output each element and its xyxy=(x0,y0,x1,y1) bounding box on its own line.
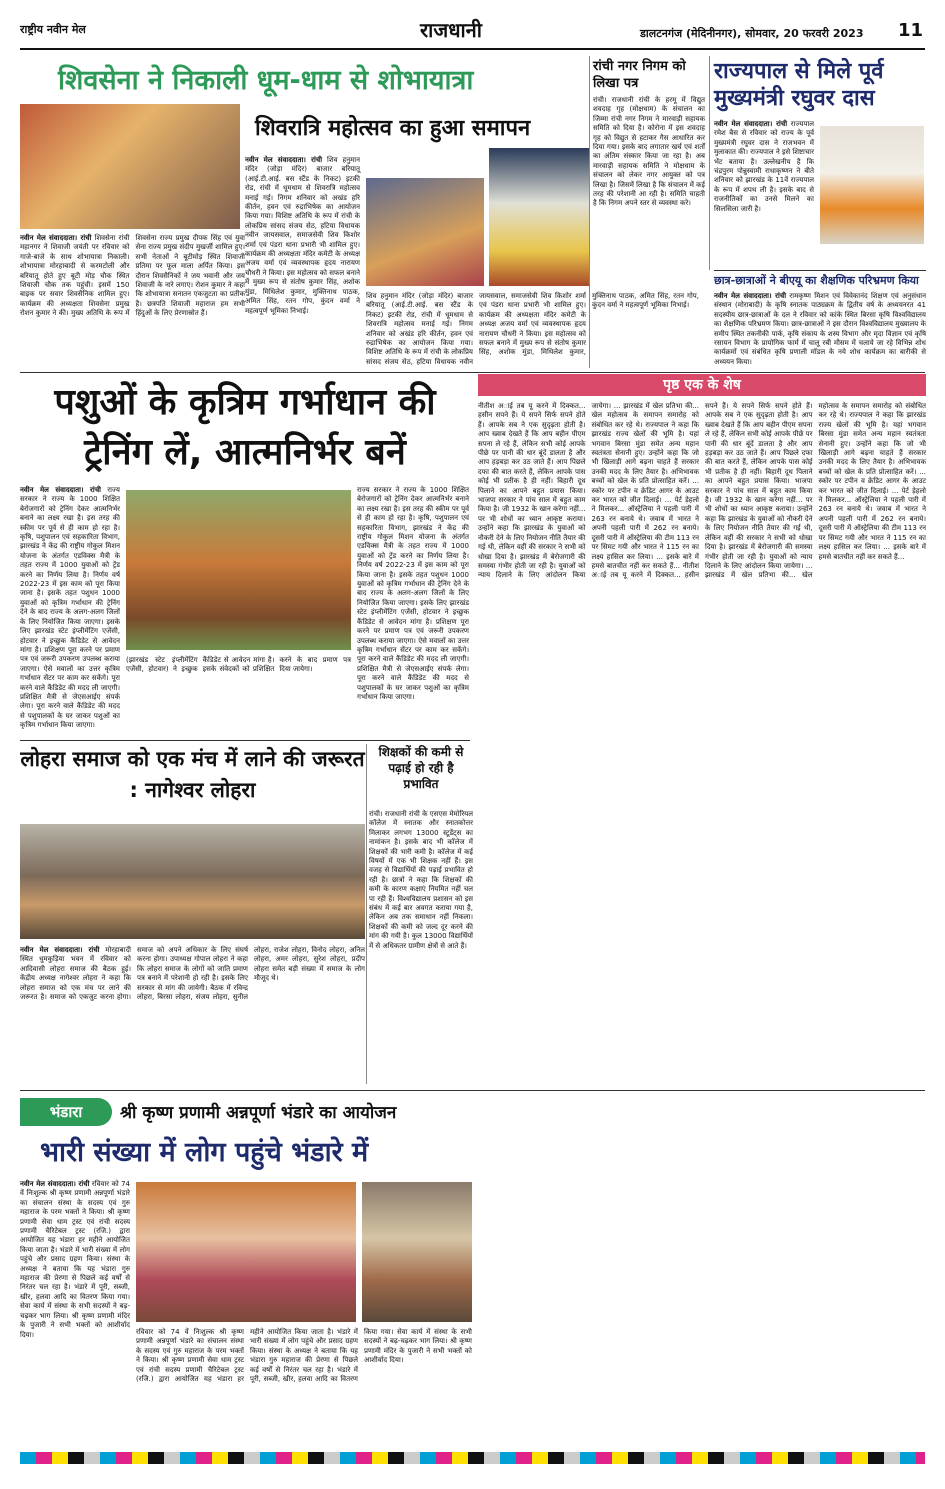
section-rule-3 xyxy=(20,1090,925,1091)
story-pashu xyxy=(20,378,470,738)
masthead xyxy=(0,0,945,50)
teachers-headline: शिक्षकों की कमी से पढ़ाई हो रही है प्रभावित xyxy=(378,745,464,791)
shivratri-headline: शिवरात्रि महोत्सव का हुआ समापन xyxy=(255,116,531,141)
governor-body: नवीन मेल संवाददाता। रांची राज्यपाल रमेश बैस से रविवार को राज्य के पूर्व मुख्यमंत्री रघुवर दास ने राजभवन में मुलाकात की। राज्यपाल ने इसे शिष्टाचार भेंट बताया है। उल्लेखनीय है कि चंद्रपुरम पोन्नुस्वामी राधाकृष्णन ने बीते शनिवार को झारखंड के 11वें राज्यपाल के रूप में शपथ ली है। इसके बाद से राजनीतिकों का उनसे मिलने का सिलसिला जारी है। xyxy=(714,120,814,213)
divider-v3 xyxy=(366,744,367,1084)
shivsena-body: नवीन मेल संवाददाता। रांची शिवसेना रांची महानगर ने शिवाजी जयंती पर रविवार को गाजे-बाजे के साथ शोभायात्रा निकाली। शोभायात्रा मोरहाबादी से करमटोली और बरियातू होते हुए बूटी मोड़ चौक स्थित शिवाजी चौक तक पहुंची। इसमें 150 बाइक पर सवार शिवसैनिक शामिल हुए। कार्यक्रम की अध्यक्षता शिवसेना प्रमुख रोशन कुमार ने की। मुख्य अतिथि के रूप में शिवसेना राज्य प्रमुख दीपक सिंह एवं युवा सेना राज्य प्रमुख संदीप मुखर्जी शामिल हुए। सभी नेताओं ने बूटीमोड़ स्थित शिवाजी प्रतिमा पर फूल माला अर्पित किया। इस दौरान शिवसैनिकों ने जय भवानी और जय शिवाजी के नारे लगाए। रोशन कुमार ने कहा कि शोभायात्रा सनातन एकजुटता का प्रतीक है। छत्रपति शिवाजी महाराज हम सभी हिंदुओं के लिए प्रेरणास्रोत हैं। xyxy=(20,234,245,318)
lohra-byline: नवीन मेल संवाददाता। रांची xyxy=(20,946,100,954)
story-bau xyxy=(714,270,926,370)
bhandara-photo-1 xyxy=(136,1182,356,1322)
bhandara-body: नवीन मेल संवाददाता। रांची रविवार को 74 वें निःशुल्क श्री कृष्ण प्रणामी अन्नपूर्णा भंडारे का संचालन संस्था के सदस्य एवं गुरु महाराज के परम भक्तों ने किया। श्री कृष्ण प्रणामी सेवा धाम ट्रस्ट एवं रांची सदस्य प्रणामी चैरिटेबल ट्रस्ट (रजि.) द्वारा आयोजित यह भंडारा हर महीने आयोजित किया जाता है। भंडारे में भारी संख्या में लोग पहुंचे और प्रसाद ग्रहण किया। संस्था के अध्यक्ष ने बताया कि यह भंडारा गुरु महाराज की प्रेरणा से पिछले कई वर्षों से निरंतर चल रहा है। भंडारे में पूरी, सब्जी, खीर, हलवा आदि का वितरण किया गया। सेवा कार्य में संस्था के सभी सदस्यों ने बढ़-चढ़कर भाग लिया। श्री कृष्ण प्रणामी मंदिर के पुजारी ने सभी भक्तों को आशीर्वाद दिया। xyxy=(20,1180,131,1339)
bhandara-tag: भंडारा xyxy=(20,1098,112,1126)
bau-body: नवीन मेल संवाददाता। रांची रामकृष्ण मिशन एवं विवेकानंद शिक्षण एवं अनुसंधान संस्थान (मोराबादी) के कृषि स्नातक पाठ्यक्रम के द्वितीय वर्ष के अध्ययनरत 41 सदस्यीय छात्र-छात्राओं के दल ने रविवार को कांके स्थित बिरसा कृषि विश्वविद्यालय का शैक्षणिक परिभ्रमण किया। छात्र-छात्राओं ने इस दौरान विश्वविद्यालय मुख्यालय के समीप स्थित तकनीकी पार्क, कृषि संकाय के शस्य विभाग और मृदा विज्ञान एवं कृषि रसायन विभाग के प्रायोगिक फार्म में चालू रबी मौसम में चलाये जा रहे विभिन्न शोध कार्यक्रमों एवं संबंधित कृषि प्रणाली मॉडल के नये शोध कार्यक्रम का बारीकी से अध्ययन किया। xyxy=(714,292,926,366)
shivsena-headline: शिवसेना ने निकाली धूम-धाम से शोभायात्रा xyxy=(58,65,474,96)
lohra-headline: लोहरा समाज को एक मंच में लाने की जरूरत : नागेश्वर लोहरा xyxy=(20,747,365,802)
lohra-body: नवीन मेल संवाददाता। रांची मोरहाबादी स्थित धुमकुड़िया भवन में रविवार को आदिवासी लोहरा समाज की बैठक हुई। केंद्रीय अध्यक्ष नागेश्वर लोहरा ने कहा कि लोहरा समाज को एक मंच पर लाने की जरूरत है। समाज को एकजुट करना होगा। समाज को अपने अधिकार के लिए संघर्ष करना होगा। उपाध्यक्ष गोपाल लोहरा ने कहा कि लोहरा समाज के लोगों को जाति प्रमाण पत्र बनाने में परेशानी हो रही है। इसके लिए सरकार से मांग की जायेगी। बैठक में रविन्द्र लोहरा, बिरसा लोहरा, संजय लोहरा, सुनील लोहरा, राजेश लोहरा, विनोद लोहरा, अनिल लोहरा, अमर लोहरा, सुरेश लोहरा, प्रदीप लोहरा समेत बड़ी संख्या में समाज के लोग मौजूद थे। xyxy=(20,946,365,1002)
pashu-body: नवीन मेल संवाददाता। रांची राज्य सरकार ने राज्य के 1000 शिक्षित बेरोजगारों को ट्रेनिंग देकर आत्मनिर्भर बनाने का लक्ष्य रखा है। इस तरह की स्कीम पर पूर्व से ही काम हो रहा है। कृषि, पशुपालन एवं सहकारिता विभाग, झारखंड ने केंद्र की राष्ट्रीय गोकुल मिशन योजना के अंतर्गत एडविक्स मैत्री के तहत राज्य में 1000 युवाओं को ट्रेंड करने का निर्णय लिया है। निर्णय वर्ष 2022-23 में इस काम को पूरा किया जाना है। इसके तहत पशुधन 1000 युवाओं को कृत्रिम गर्भाधान की ट्रेनिंग देने के बाद राज्य के अलग-अलग जिलों के लिए नियोजित किया जाएगा। इसके लिए झारखंड स्टेट इंप्लीमेंटिंग एजेंसी, होटवार ने इच्छुक कैंडिडेट से आवेदन मांगा है। प्रशिक्षण पूरा करने पर प्रमाण पत्र एवं जरूरी उपकरण उपलब्ध कराया जाएगा। ऐसे मवालों का उत्तर कृत्रिम गर्भाधान सेंटर पर काम कर सकेंगे। पूरा करने वाले कैंडिडेट की मदद ली जाएगी। प्रशिक्षित मैत्री से जेएसआईए संपर्क लेगा। पूरा करने वाले कैंडिडेट की मदद से पशुपालकों के घर जाकर पशुओं का कृत्रिम गर्भाधान किया जाएगा। xyxy=(20,486,120,730)
nagar-nigam-body: रांची। राजधानी रांची के हरमू में विद्युत शवदाह गृह (मोक्षधाम) के संचालन का जिम्मा रांची नगर निगम ने मारवाड़ी सहायक समिति को दिया है। कोरोना में इस शवदाह गृह को विद्युत से हटाकर गैस आधारित कर दिया गया। इसके बाद लगातार खर्च एवं शर्तों का अंतिम संस्कार किया जा रहा है। अब मारवाड़ी सहायक समिति ने मोक्षधाम के संचालन को लेकर नगर आयुक्त को पत्र लिखा है। जिसमें लिखा है कि संचालन में कई तरह की परेशानी आ रही है। समिति चाहती है कि निगम अपने स्तर से व्यवस्था करे। xyxy=(593,96,705,208)
bhandara-body-cont: रविवार को 74 वें निःशुल्क श्री कृष्ण प्रणामी अन्नपूर्णा भंडारे का संचालन संस्था के सदस्य एवं गुरु महाराज के परम भक्तों ने किया। श्री कृष्ण प्रणामी सेवा धाम ट्रस्ट एवं रांची सदस्य प्रणामी चैरिटेबल ट्रस्ट (रजि.) द्वारा आयोजित यह भंडारा हर महीने आयोजित किया जाता है। भंडारे में भारी संख्या में लोग पहुंचे और प्रसाद ग्रहण किया। संस्था के अध्यक्ष ने बताया कि यह भंडारा गुरु महाराज की प्रेरणा से पिछले कई वर्षों से निरंतर चल रहा है। भंडारे में पूरी, सब्जी, खीर, हलवा आदि का वितरण किया गया। सेवा कार्य में संस्था के सभी सदस्यों ने बढ़-चढ़कर भाग लिया। श्री कृष्ण प्रणामी मंदिर के पुजारी ने सभी भक्तों को आशीर्वाद दिया। xyxy=(136,1328,472,1384)
teachers-body: रांची। राजधानी रांची के एसएस मेमोरियल कॉलेज में स्नातक और स्नातकोत्तर मिलाकर लगभग 13000 स्टूडेंट्स का नामांकन है। इसके बाद भी कॉलेज में शिक्षकों की भारी कमी है। कॉलेज में कई विषयों में एक भी शिक्षक नहीं हैं। इस वजह से विद्यार्थियों की पढ़ाई प्रभावित हो रही है। छात्रों ने कहा कि शिक्षकों की कमी के कारण कक्षाएं नियमित नहीं चल पा रही हैं। विश्वविद्यालय प्रशासन को इस संबंध में कई बार अवगत कराया गया है, लेकिन अब तक समाधान नहीं निकला। शिक्षकों की कमी को जल्द दूर करने की मांग की गयी है। कुल 13000 विद्यार्थियों में से अधिकतर ग्रामीण क्षेत्रों से आते हैं। xyxy=(369,810,473,950)
story-lohra xyxy=(20,744,365,1084)
governor-byline: नवीन मेल संवाददाता। रांची xyxy=(714,120,788,128)
section-title: राजधानी xyxy=(420,18,482,42)
divider-v2 xyxy=(709,56,710,270)
pashu-byline: नवीन मेल संवाददाता। रांची xyxy=(20,486,101,494)
bau-byline: नवीन मेल संवाददाता। रांची xyxy=(714,292,787,300)
bau-headline: छात्र-छात्राओं ने बीएयू का शैक्षणिक परिभ्रमण किया xyxy=(714,274,919,287)
registration-bar xyxy=(20,1452,925,1464)
section-rule-2 xyxy=(20,740,470,741)
shivratri-photo-2 xyxy=(489,148,589,286)
section-rule-1 xyxy=(20,372,925,373)
shivsena-photo xyxy=(20,104,240,229)
dateline: डालटनगंज (मेदिनीनगर), सोमवार, 20 फरवरी 2023 xyxy=(640,27,864,40)
story-bhandara xyxy=(20,1094,925,1444)
lohra-photo xyxy=(20,824,365,939)
nagar-nigam-headline: रांची नगर निगम को लिखा पत्र xyxy=(593,59,686,91)
page-number: 11 xyxy=(898,20,924,41)
pashu-cattle-photo xyxy=(126,490,351,650)
story-nagar-nigam xyxy=(593,58,705,368)
continued-body: नीतीश अाई तब यू करने में दिक्कत... हसीन सपने हैं। ये सपने सिर्फ सपने होते हैं। आपके सब ने एक सुदृढ़ता होती है। आप ख्वाब देखते हैं कि आप बहीन पीएम सपना ले रहे हैं, लेकिन सभी कोई आपके पीछे पर पानी की धार बूंदें डालता है और आप हड़बड़ा कर उठ जाते हैं। आप पिछले दफा की बात करते हैं, लेकिन आपके पास कोई भी प्रतीक है ही नहीं। बिहारी दूध पिलाने का आपने बहुत प्रयास किया। भाजपा सरकार ने पांच साल में बहुत काम किया है। जी 1932 के खान करेगा नहीं... पर भी शोधों का ध्यान आकृष्ट कराया। उन्होंने कहा कि झारखंड के युवाओं को नौकरी देने के लिए नियोजन नीति तैयार की गई थी, लेकिन वहीं की सरकार ने सभी को धोखा दिया है। झारखंड में बेरोजगारी की समस्या गंभीर होती जा रही है। युवाओं को न्याय दिलाने के लिए आंदोलन किया जायेगा। ... झारखंड में खेल प्रतिभा की... खेल महोत्सव के समापन समारोह को संबोधित कर रहे थे। राज्यपाल ने कहा कि झारखंड राज्य खेलों की भूमि है। यहां भगवान बिरसा मुंडा समेत अन्य महान स्वतंत्रता सेनानी हुए। उन्होंने कहा कि जो भी खिलाड़ी आगे बढ़ना चाहते हैं सरकार उनकी मदद के लिए तैयार है। अभिभावक बच्चों को खेल के प्रति प्रोत्साहित करें। ... स्कोर पर टपीन व क्रेडिट आगर के आउट कर भारत को जीत दिलाई। ... पेर्ट ड़ेहलो ने मिलकर... ऑस्ट्रेलिया ने पहली पारी में 263 रन बनाये थे। जवाब में भारत ने अपनी पहली पारी में 262 रन बनाये। दूसरी पारी में ऑस्ट्रेलिया की टीम 113 रन पर सिमट गयी और भारत ने 115 रन का लक्ष्य हासिल कर लिया। ... इसके बारे में हमसे बातचीत नहीं कर सकते हैं... नीतीश अाई तब यू करने में दिक्कत... हसीन सपने हैं। ये सपने सिर्फ सपने होते हैं। आपके सब ने एक सुदृढ़ता होती है। आप ख्वाब देखते हैं कि आप बहीन पीएम सपना ले रहे हैं, लेकिन सभी कोई आपके पीछे पर पानी की धार बूंदें डालता है और आप हड़बड़ा कर उठ जाते हैं। आप पिछले दफा की बात करते हैं, लेकिन आपके पास कोई भी प्रतीक है ही नहीं। बिहारी दूध पिलाने का आपने बहुत प्रयास किया। भाजपा सरकार ने पांच साल में बहुत काम किया है। जी 1932 के खान करेगा नहीं... पर भी शोधों का ध्यान आकृष्ट कराया। उन्होंने कहा कि झारखंड के युवाओं को नौकरी देने के लिए नियोजन नीति तैयार की गई थी, लेकिन वहीं की सरकार ने सभी को धोखा दिया है। झारखंड में बेरोजगारी की समस्या गंभीर होती जा रही है। युवाओं को न्याय दिलाने के लिए आंदोलन किया जायेगा। ... झारखंड में खेल प्रतिभा की... खेल महोत्सव के समापन समारोह को संबोधित कर रहे थे। राज्यपाल ने कहा कि झारखंड राज्य खेलों की भूमि है। यहां भगवान बिरसा मुंडा समेत अन्य महान स्वतंत्रता सेनानी हुए। उन्होंने कहा कि जो भी खिलाड़ी आगे बढ़ना चाहते हैं सरकार उनकी मदद के लिए तैयार है। अभिभावक बच्चों को खेल के प्रति प्रोत्साहित करें। ... स्कोर पर टपीन व क्रेडिट आगर के आउट कर भारत को जीत दिलाई। ... पेर्ट ड़ेहलो ने मिलकर... ऑस्ट्रेलिया ने पहली पारी में 263 रन बनाये थे। जवाब में भारत ने अपनी पहली पारी में 262 रन बनाये। दूसरी पारी में ऑस्ट्रेलिया की टीम 113 रन पर सिमट गयी और भारत ने 115 रन का लक्ष्य हासिल कर लिया। ... इसके बारे में हमसे बातचीत नहीं कर सकते हैं... xyxy=(478,402,926,580)
divider-v1 xyxy=(589,56,590,368)
bhandara-kicker: श्री कृष्ण प्रणामी अन्नपूर्णा भंडारे का आयोजन xyxy=(120,1103,397,1123)
bhandara-headline: भारी संख्या में लोग पहुंचे भंडारे में xyxy=(40,1137,369,1168)
brand-logo: राष्ट्रीय नवीन मेल xyxy=(20,23,86,36)
masthead-rule xyxy=(20,48,925,50)
continued-banner: पृष्ठ एक के शेष xyxy=(478,374,926,396)
governor-headline: राज्यपाल से मिले पूर्व मुख्यमंत्री रघुवर दास xyxy=(714,59,884,111)
bhandara-byline: नवीन मेल संवाददाता। रांची xyxy=(20,1180,90,1188)
pashu-caption: (झारखंड स्टेट इंप्लीमेंटिंग एजेंसी, होटवार) ने इच्छुक कैंडिडेट से आवेदन मांगा है। इसके संवेदकों को प्रशिक्षित करने के बाद प्रमाण पत्र दिया जायेगा। xyxy=(126,656,351,674)
front-continued xyxy=(474,374,926,1094)
shivratri-body-cont: शिव हनुमान मंदिर (जोड़ा मंदिर) बाजार बरियातू (आई.टी.आई. बस स्टैंड के निकट) इटकी रोड, रांची में धूमधाम से शिवरात्रि महोत्सव मनाई गई। निगम शनिवार को अखंड हरि कीर्तन, हवन एवं रुद्राभिषेक का आयोजन किया गया। विशिष्ट अतिथि के रूप में रांची के लोकप्रिय सांसद संजय सेठ, हटिया विधायक नवीन जायसवाल, समाजसेवी शिव किशोर शर्मा एवं पंडरा थाना प्रभारी भी शामिल हुए। कार्यक्रम की अध्यक्षता मंदिर कमेटी के अध्यक्ष अजय वर्मा एवं व्यवस्थापक हृदय नारायण चौधरी ने किया। इस महोत्सव को सफल बनाने में मुख्य रूप से संतोष कुमार सिंह, अशोक मुंडा, मिथिलेश कुमार, मुक्तिनाथ पाठक, अमित सिंह, रतन गोप, कुंदन वर्मा ने महत्वपूर्ण भूमिका निभाई। xyxy=(366,292,699,366)
pashu-headline: पशुओं के कृत्रिम गर्भाधान की ट्रेनिंग लें, आत्मनिर्भर बनें xyxy=(54,382,436,473)
shivratri-photo-1 xyxy=(366,178,484,286)
bhandara-photo-2 xyxy=(362,1182,472,1322)
story-governor xyxy=(714,58,926,268)
story-teachers xyxy=(369,744,473,1084)
pashu-body-cont: राज्य सरकार ने राज्य के 1000 शिक्षित बेरोजगारों को ट्रेनिंग देकर आत्मनिर्भर बनाने का लक्ष्य रखा है। इस तरह की स्कीम पर पूर्व से ही काम हो रहा है। कृषि, पशुपालन एवं सहकारिता विभाग, झारखंड ने केंद्र की राष्ट्रीय गोकुल मिशन योजना के अंतर्गत एडविक्स मैत्री के तहत राज्य में 1000 युवाओं को ट्रेंड करने का निर्णय लिया है। निर्णय वर्ष 2022-23 में इस काम को पूरा किया जाना है। इसके तहत पशुधन 1000 युवाओं को कृत्रिम गर्भाधान की ट्रेनिंग देने के बाद राज्य के अलग-अलग जिलों के लिए नियोजित किया जाएगा। इसके लिए झारखंड स्टेट इंप्लीमेंटिंग एजेंसी, होटवार ने इच्छुक कैंडिडेट से आवेदन मांगा है। प्रशिक्षण पूरा करने पर प्रमाण पत्र एवं जरूरी उपकरण उपलब्ध कराया जाएगा। ऐसे मवालों का उत्तर कृत्रिम गर्भाधान सेंटर पर काम कर सकेंगे। पूरा करने वाले कैंडिडेट की मदद ली जाएगी। प्रशिक्षित मैत्री से जेएसआईए संपर्क लेगा। पूरा करने वाले कैंडिडेट की मदद से पशुपालकों के घर जाकर पशुओं का कृत्रिम गर्भाधान किया जाएगा। xyxy=(357,486,469,701)
bau-rule xyxy=(714,270,926,271)
shivratri-byline: नवीन मेल संवाददाता। रांची xyxy=(245,156,323,164)
shivsena-byline: नवीन मेल संवाददाता। रांची xyxy=(20,234,92,242)
shivratri-body: नवीन मेल संवाददाता। रांची शिव हनुमान मंदिर (जोड़ा मंदिर) बाजार बरियातू (आई.टी.आई. बस स्टैंड के निकट) इटकी रोड, रांची में धूमधाम से शिवरात्रि महोत्सव मनाई गई। निगम शनिवार को अखंड हरि कीर्तन, हवन एवं रुद्राभिषेक का आयोजन किया गया। विशिष्ट अतिथि के रूप में रांची के लोकप्रिय सांसद संजय सेठ, हटिया विधायक नवीन जायसवाल, समाजसेवी शिव किशोर शर्मा एवं पंडरा थाना प्रभारी भी शामिल हुए। कार्यक्रम की अध्यक्षता मंदिर कमेटी के अध्यक्ष अजय वर्मा एवं व्यवस्थापक हृदय नारायण चौधरी ने किया। इस महोत्सव को सफल बनाने में मुख्य रूप से संतोष कुमार सिंह, अशोक मुंडा, मिथिलेश कुमार, मुक्तिनाथ पाठक, अमित सिंह, रतन गोप, कुंदन वर्मा ने महत्वपूर्ण भूमिका निभाई। xyxy=(245,156,360,315)
governor-photo xyxy=(820,126,924,244)
